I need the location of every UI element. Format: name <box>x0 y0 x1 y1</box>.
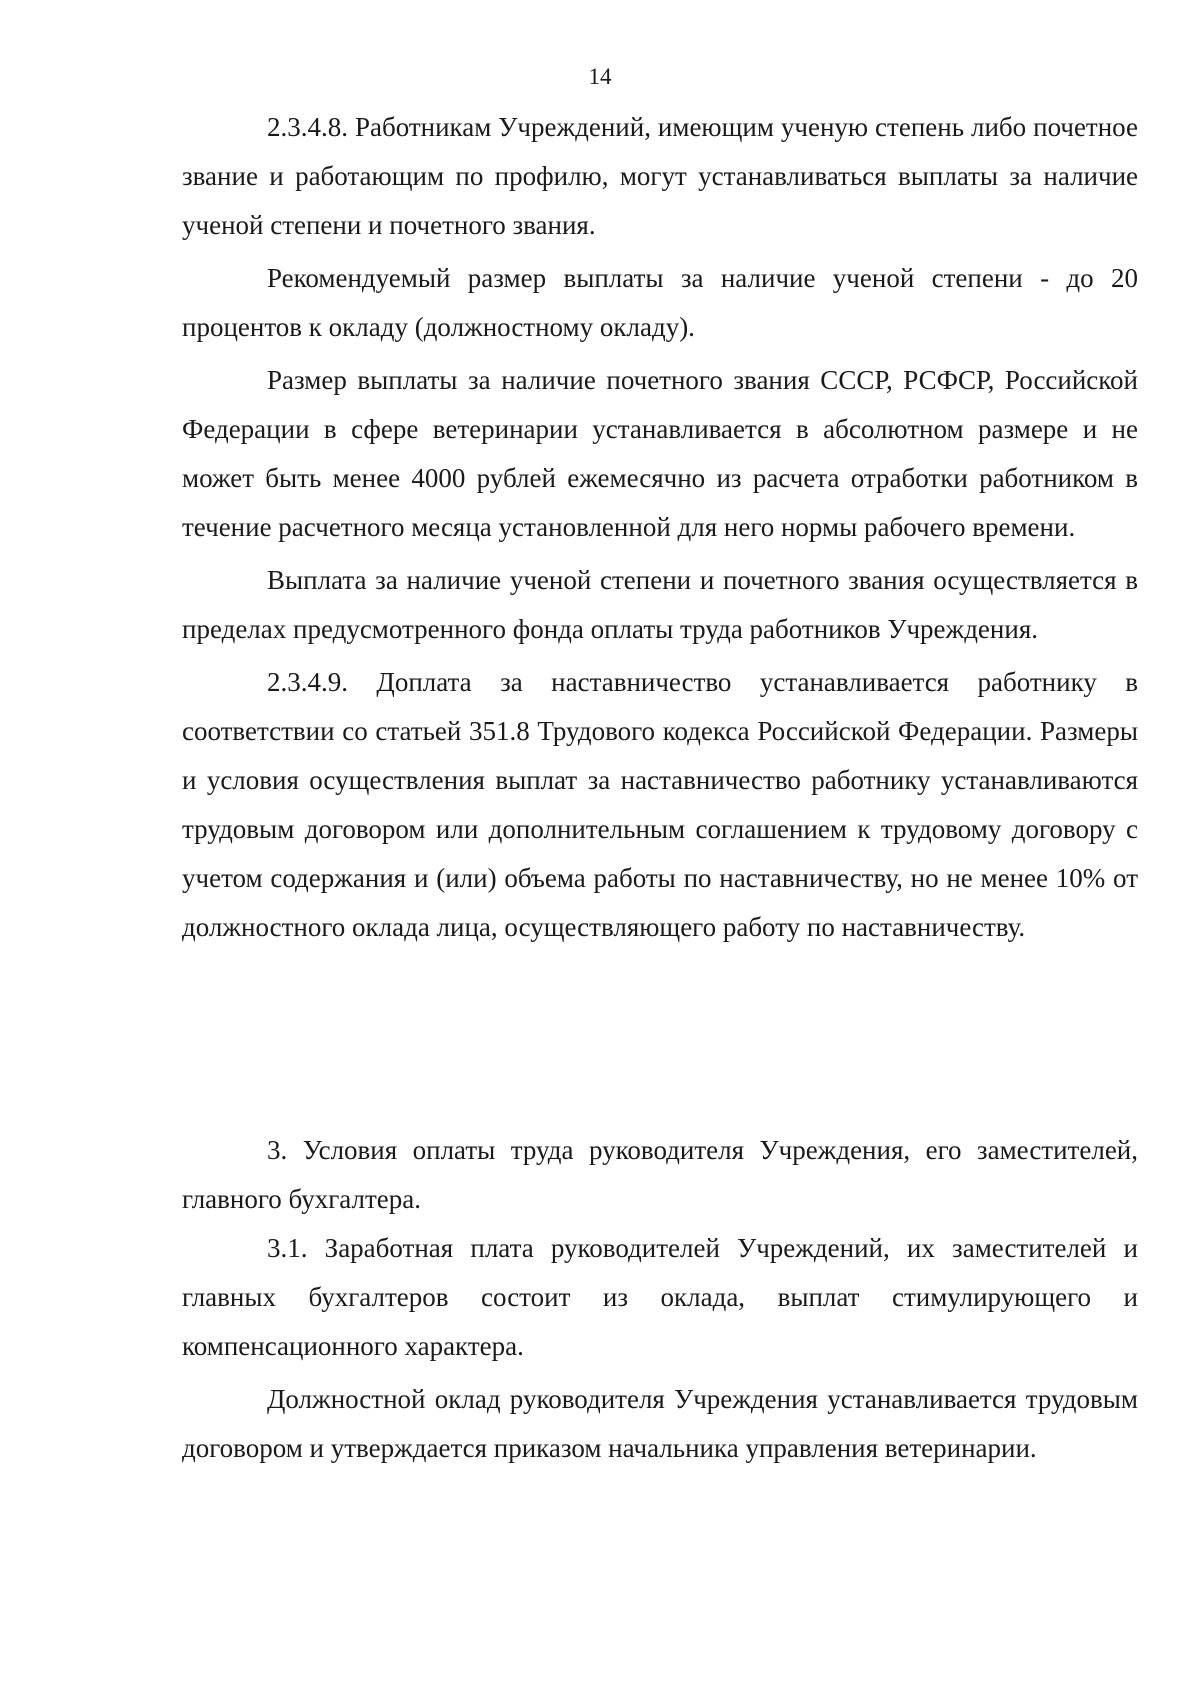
paragraph-honorary-title-amount: Размер выплаты за наличие почетного звания СССР, РСФСР, Российской Федерации в сфере ветеринарии устанавливается в абсолютном размере и не может быть менее 4000 рублей ежемесячно из расчета отработки работником в течение расчетного месяца установленной для него нормы рабочего времени. <box>182 365 1138 542</box>
page-number: 14 <box>588 64 612 89</box>
paragraph-2-3-4-9: 2.3.4.9. Доплата за наставничество устанавливается работнику в соответствии со статьей 351.8 Трудового кодекса Российской Федерации. Размеры и условия осуществления выплат за наставничество работнику устанавливаются трудовым договором или дополнительным соглашением к трудовому договору с учетом содержания и (или) объема работы по наставничеству, но не менее 10% от должностного оклада лица, осуществляющего работу по наставничеству. <box>182 667 1138 942</box>
paragraph-degree-rate: Рекомендуемый размер выплаты за наличие ученой степени - до 20 процентов к окладу (должностному окладу). <box>182 263 1138 342</box>
paragraph-head-salary: Должностной оклад руководителя Учреждения устанавливается трудовым договором и утверждается приказом начальника управления ветеринарии. <box>182 1384 1138 1463</box>
section-3-body <box>182 1126 1138 1473</box>
paragraph-2-3-4-8: 2.3.4.8. Работникам Учреждений, имеющим ученую степень либо почетное звание и работающим по профилю, могут устанавливаться выплаты за наличие ученой степени и почетного звания. <box>182 112 1138 240</box>
section-2-body <box>182 103 1138 952</box>
section-3-heading: 3. Условия оплаты труда руководителя Учреждения, его заместителей, главного бухгалтера. <box>182 1135 1138 1214</box>
paragraph-3-1: 3.1. Заработная плата руководителей Учреждений, их заместителей и главных бухгалтеров состоит из оклада, выплат стимулирующего и компенсационного характера. <box>182 1233 1138 1361</box>
paragraph-payment-fund: Выплата за наличие ученой степени и почетного звания осуществляется в пределах предусмотренного фонда оплаты труда работников Учреждения. <box>182 565 1138 644</box>
